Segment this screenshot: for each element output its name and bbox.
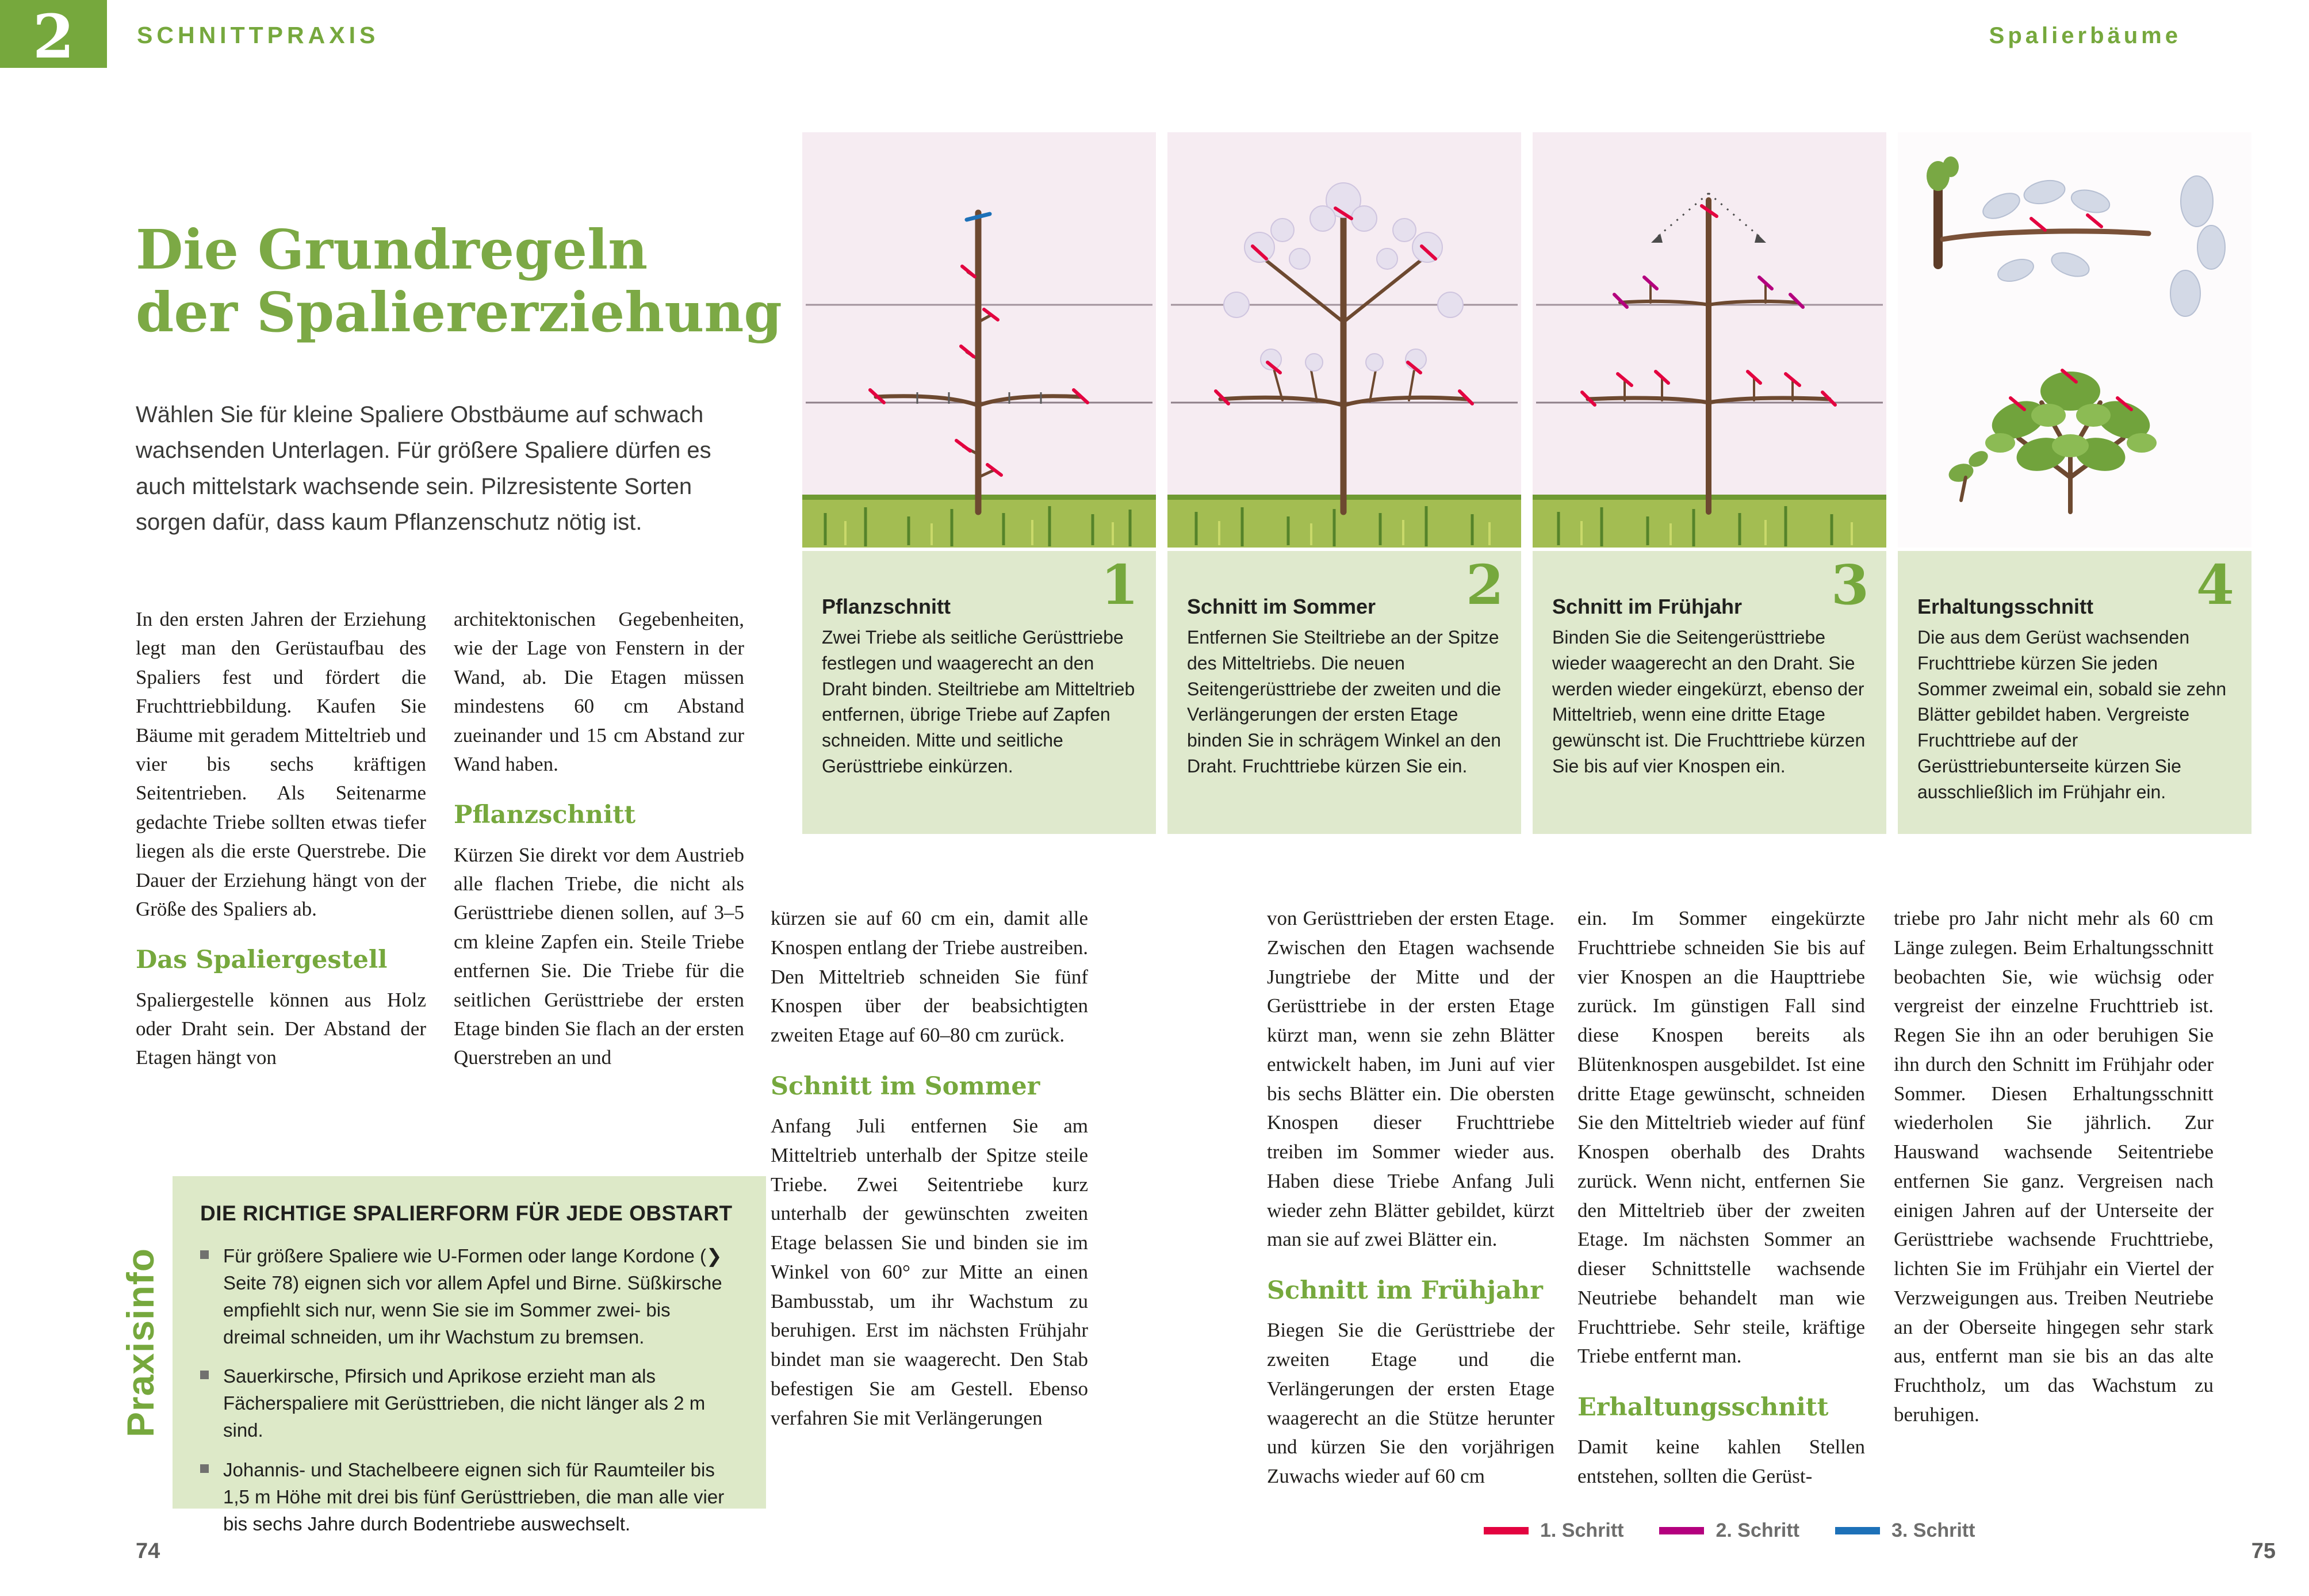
bullet-square-icon (200, 1250, 209, 1259)
bullet-text: Johannis- und Stachelbeere eignen sich für Raumteiler bis 1,5 m Höhe mit drei bis fünf Gerüsttrieben, die man alle vier bis sechs Jahre durch Bodentriebe auswechselt. (223, 1459, 725, 1534)
step-title: Schnitt im Sommer (1187, 595, 1376, 618)
page-title-line2: der Spaliererziehung (136, 280, 782, 345)
subheading-spaliergestell: Das Spaliergestell (136, 946, 388, 975)
page-title (136, 219, 782, 345)
praxisinfo-title: DIE RICHTIGE SPALIERFORM FÜR JEDE OBSTART (200, 1201, 733, 1225)
chapter-badge (0, 0, 107, 68)
subheading-pflanzschnitt: Pflanzschnitt (454, 801, 636, 830)
paragraph: Kürzen Sie direkt vor dem Austrieb alle flachen Triebe, die nicht als Gerüsttriebe dienen sollen, auf 3–5 cm kleine Zapfen ein. Steile Triebe entfernen Sie. Die Triebe für die seitlichen Gerüsttriebe der ersten Etage binden Sie flach an der ersten Querstreben an und (454, 843, 744, 1069)
paragraph: kürzen sie auf 60 cm ein, damit alle Knospen entlang der Triebe austreiben. Den Mitteltrieb schneiden Sie fünf Knospen über der beabsichtigten zweiten Etage auf 60–80 cm zurück. (771, 907, 1088, 1046)
page-number-left: 74 (136, 1539, 160, 1563)
paragraph: Damit keine kahlen Stellen entstehen, sollten die Gerüst- (1577, 1436, 1865, 1488)
left-column-2 (454, 605, 744, 1073)
legend-swatch-step1 (1484, 1527, 1529, 1534)
legend-label: 3. Schritt (1891, 1520, 1975, 1541)
page-title-line1: Die Grundregeln (136, 217, 648, 282)
legend-swatch-step3 (1835, 1527, 1880, 1534)
step-number: 2 (1465, 553, 1504, 617)
step-box-2 (1167, 551, 1521, 834)
step-number: 4 (2196, 553, 2234, 617)
step-box-4 (1898, 551, 2251, 834)
step-color-legend (1484, 1520, 2011, 1542)
chapter-kicker: SCHNITTPRAXIS (137, 22, 380, 48)
paragraph: triebe pro Jahr nicht mehr als 60 cm Länge zulegen. Beim Erhaltungsschnitt beobachten Sie, wie wüchsig oder vergreist der einzelne Fruchttrieb ist. Regen Sie ihn an oder beruhigen Sie ihn durch den Schnitt im Frühjahr oder Sommer. Diesen Erhaltungsschnitt wiederholen Sie jährlich. Zur Hauswand wachsende Seitentriebe entfernen Sie ganz. Vergreisen nach einigen Jahren auf der Unterseite der Gerüsttriebe wachsende Fruchttriebe, lichten Sie im Frühjahr ein Viertel der Verzweigungen aus. Treiben Neutriebe an der Oberseite hingegen sehr stark aus, entfernt man sie bis an das alte Fruchtholz, um das Wachstum zu beruhigen. (1894, 907, 2214, 1426)
paragraph: ein. Im Sommer eingekürzte Fruchttriebe schneiden Sie bis auf vier Knospen an die Haupttriebe zurück. Im günstigen Fall sind diese Knospen bereits als Blütenknospen ausgebildet. Ist eine dritte Etage gewünscht, schneiden Sie den Mitteltrieb wieder auf fünf Knospen oberhalb des Drahts zurück. Wenn nicht, entfernen Sie den Mitteltrieb über der zweiten Etage. Im nächsten Sommer an dieser Schnittstelle wachsende Neutriebe behandelt man wie Fruchttriebe. Sehr steile, kräftige Triebe entfernt man. (1577, 907, 1865, 1368)
step-text: Zwei Triebe als seitliche Gerüsttriebe festlegen und waagerecht an den Draht binden. Steiltriebe am Mitteltrieb entfernen, übrige Triebe auf Zapfen schneiden. Mitte und seitliche Gerüsttriebe einkürzen. (822, 627, 1135, 776)
step-box-3 (1533, 551, 1886, 834)
legend-item (1484, 1520, 1623, 1542)
left-column-1 (136, 605, 426, 1073)
paragraph: von Gerüsttrieben der ersten Etage. Zwischen den Etagen wachsende Jungtriebe der Mitte und der Gerüsttriebe in der ersten Etage kürzt man, wenn sie zehn Blätter entwickelt haben, im Juni auf vier bis sechs Blätter ein. Die obersten Knospen dieser Fruchttriebe treiben im Sommer wieder aus. Haben diese Triebe Anfang Juli wieder zehn Blätter gebildet, kürzt man sie auf zwei Blätter ein. (1267, 907, 1554, 1251)
paragraph: Anfang Juli entfernen Sie am Mitteltrieb unterhalb der Spitze steile Triebe. Zwei Seitentriebe kurz unterhalb der gewünschten zweiten Etage belassen Sie und binden sie im Winkel von 60° zur Mitte an einen Bambusstab, um ihr Wachstum zu beruhigen. Erst im nächsten Frühjahr bindet man sie waagerecht. Den Stab befestigen Sie am Gestell. Ebenso verfahren Sie mit Verlängerungen (771, 1115, 1088, 1429)
paragraph: Spaliergestelle können aus Holz oder Draht sein. Der Abstand der Etagen hängt von (136, 988, 426, 1069)
subheading-schnitt-im-fruehjahr: Schnitt im Frühjahr (1267, 1276, 1543, 1305)
section-label: Spalierbäume (1989, 23, 2181, 48)
legend-swatch-step2 (1659, 1527, 1704, 1534)
bullet-text: Für größere Spaliere wie U-Formen oder lange Kordone (❯ Seite 78) eignen sich vor allem Apfel und Birne. Süßkirsche empfiehlt sich nur, wenn Sie sie im Sommer zwei- bis dreimal schneiden, um ihr Wachstum zu bremsen. (223, 1245, 722, 1348)
right-column-2 (1267, 904, 1554, 1491)
page-number-right: 75 (2251, 1539, 2276, 1563)
paragraph: architektonischen Gegebenheiten, wie der Lage von Fenstern in der Wand, ab. Die Etagen müssen mindestens 60 cm Abstand zueinander und 15 cm Abstand zur Wand haben. (454, 608, 744, 775)
praxisinfo-box (173, 1176, 766, 1534)
praxisinfo-bullet (200, 1243, 734, 1350)
legend-label: 1. Schritt (1540, 1520, 1624, 1541)
paragraph: Biegen Sie die Gerüsttriebe der zweiten Etage und die Verlängerungen der ersten Etage waagerecht an die Stütze herunter und kürzen Sie den vorjährigen Zuwachs wieder auf 60 cm (1267, 1319, 1554, 1488)
right-column-4 (1894, 904, 2214, 1430)
step-text: Entfernen Sie Steiltriebe an der Spitze des Mitteltriebs. Die neuen Seitengerüsttriebe der zweiten und die Verlängerungen der ersten Etage binden Sie in schrägem Winkel an den Draht. Fruchttriebe kürzen Sie ein. (1187, 627, 1502, 776)
step-title: Pflanzschnitt (822, 595, 951, 618)
espalier-illustration-step1 (802, 132, 1156, 548)
legend-item (1835, 1520, 1975, 1542)
legend-label: 2. Schritt (1716, 1520, 1799, 1541)
step-box-1 (802, 551, 1156, 834)
espalier-illustration-step4 (1898, 132, 2251, 548)
step-text: Binden Sie die Seitengerüsttriebe wieder waagerecht an den Draht. Sie werden wieder eingekürzt, ebenso der Mitteltrieb, wenn eine dritte Etage gewünscht ist. Die Fruchttriebe kürzen Sie bis auf vier Knospen ein. (1552, 627, 1866, 776)
praxisinfo-vertical-label: Praxisinfo (119, 1247, 162, 1437)
intro-paragraph: Wählen Sie für kleine Spaliere Obstbäume auf schwach wachsenden Unterlagen. Für größere Spaliere dürfen es auch mittelstark wachsende sein. Pilzresistente Sorten sorgen dafür, dass kaum Pflanzenschutz nötig ist. (136, 402, 711, 535)
step-number: 3 (1831, 553, 1869, 617)
right-column-3 (1577, 904, 1865, 1491)
subheading-schnitt-im-sommer: Schnitt im Sommer (771, 1071, 1040, 1101)
step-number: 1 (1100, 553, 1139, 617)
step-title: Erhaltungsschnitt (1917, 595, 2094, 618)
left-page-columns (136, 605, 744, 1073)
paragraph: In den ersten Jahren der Erziehung legt man den Gerüstaufbau des Spaliers fest und fördert die Fruchttriebbildung. Kaufen Sie Bäume mit geradem Mitteltrieb und vier bis sechs kräftigen Seitentrieben. Als Seitenarme gedachte Triebe sollten etwas tiefer liegen als die erste Querstrebe. Die Dauer der Erziehung hängt von der Größe des Spaliers ab. (136, 608, 426, 920)
right-column-1 (771, 904, 1088, 1433)
legend-item (1659, 1520, 1799, 1542)
step-title: Schnitt im Frühjahr (1552, 595, 1743, 618)
praxisinfo-bullet-list (200, 1243, 734, 1538)
bullet-text: Sauerkirsche, Pfirsich und Aprikose erzieht man als Fächerspaliere mit Gerüsttrieben, die nicht länger als 2 m sind. (223, 1365, 706, 1441)
espalier-illustration-step2 (1167, 132, 1521, 548)
subheading-erhaltungsschnitt: Erhaltungsschnitt (1577, 1393, 1829, 1422)
praxisinfo-bullet (200, 1363, 734, 1444)
espalier-illustration-step3 (1533, 132, 1886, 548)
chapter-number: 2 (32, 1, 75, 68)
bullet-square-icon (200, 1464, 209, 1473)
praxisinfo-bullet (200, 1457, 734, 1538)
bullet-square-icon (200, 1371, 209, 1379)
step-text: Die aus dem Gerüst wachsenden Fruchttriebe kürzen Sie jeden Sommer zweimal ein, sobald sie zehn Blätter gebildet haben. Vergreiste Fruchttriebe auf der Gerüsttriebunterseite kürzen Sie ausschließlich im Frühjahr ein. (1917, 627, 2227, 802)
